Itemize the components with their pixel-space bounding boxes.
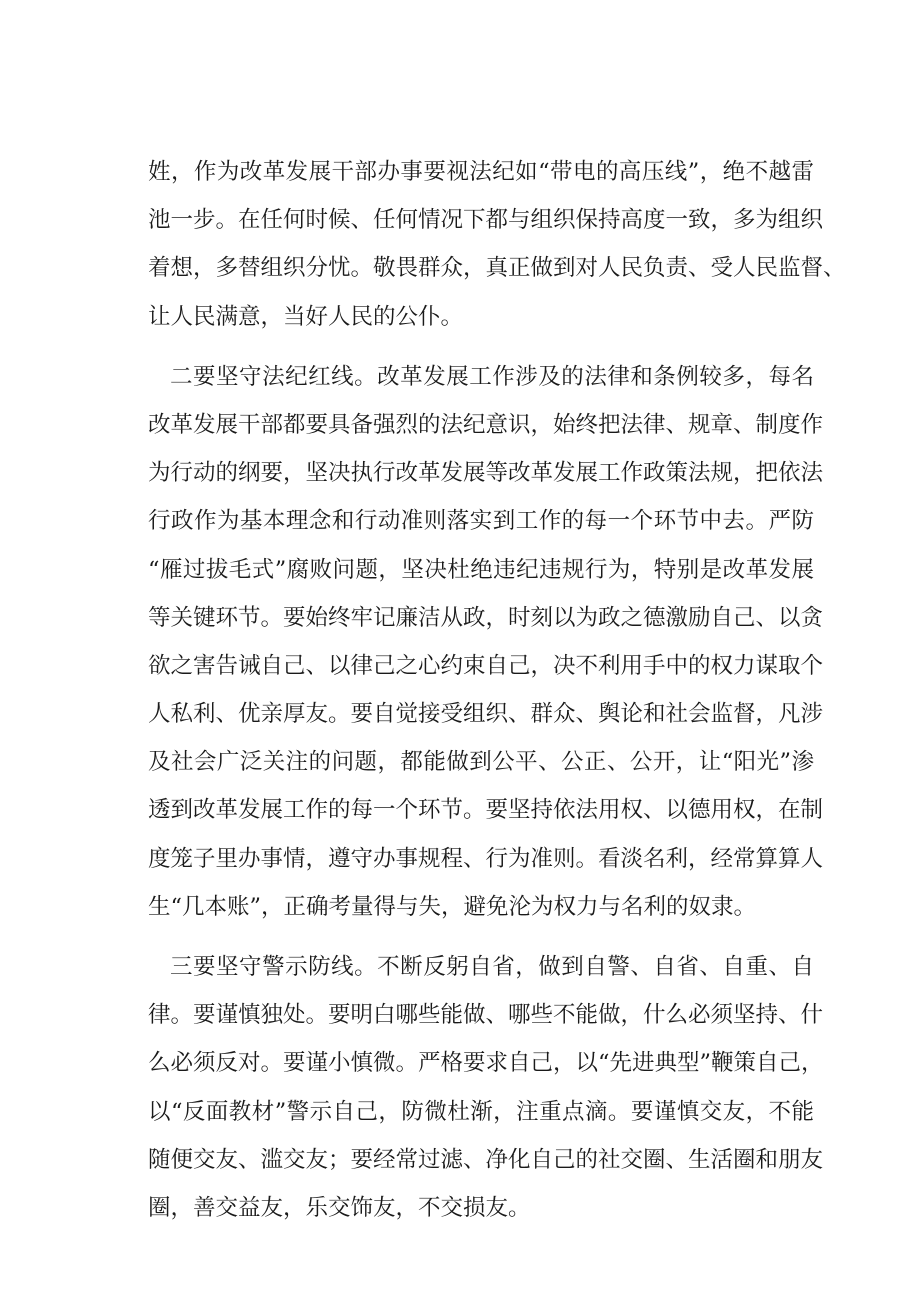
text-line: 人私利、优亲厚友。要自觉接受组织、群众、舆论和社会监督，凡涉 [148,701,824,728]
text-line: 生“几本账”，正确考量得与失，避免沦为权力与名利的奴隶。 [148,893,757,920]
text-line: 姓，作为改革发展干部办事要视法纪如“带电的高压线”，绝不越雷 [148,159,814,185]
text-line: 着想，多替组织分忧。敬畏群众，真正做到对人民负责、受人民监督、 [148,255,846,282]
text-line: 三要坚守警示防线。不断反躬自省，做到自警、自省、自重、自 [170,954,814,980]
text-line: 池一步。在任何时候、任何情况下都与组织保持高度一致，多为组织 [148,207,824,234]
text-line: 让人民满意，当好人民的公仆。 [148,303,464,330]
text-line: 二要坚守法纪红线。改革发展工作涉及的法律和条例较多，每名 [170,363,814,390]
document-body [148,148,846,1232]
text-line: 及社会广泛关注的问题，都能做到公平、公正、公开，让“阳光”渗 [148,749,814,776]
text-line: 圈，善交益友，乐交饰友，不交损友。 [148,1194,531,1221]
text-line: 等关键环节。要始终牢记廉洁从政，时刻以为政之德激励自己、以贪 [148,604,824,631]
paragraph [148,353,824,931]
text-line: 行政作为基本理念和行动准则落实到工作的每一个环节中去。严防 [148,508,814,535]
text-line: 么必须反对。要谨小慎微。严格要求自己，以“先进典型”鞭策自己， [148,1050,824,1077]
text-line: 欲之害告诫自己、以律己之心约束自己，决不利用手中的权力谋取个 [148,652,824,679]
text-line: 透到改革发展工作的每一个环节。要坚持依法用权、以德用权，在制 [148,797,824,824]
text-line: 度笼子里办事情，遵守办事规程、行为准则。看淡名利，经常算算人 [148,845,824,872]
text-line: “雁过拔毛式”腐败问题，坚决杜绝违纪违规行为，特别是改革发展 [148,556,814,583]
text-line: 以“反面教材”警示自己，防微杜渐，注重点滴。要谨慎交友，不能 [148,1098,814,1125]
text-line: 为行动的纲要，坚决执行改革发展等改革发展工作政策法规，把依法 [148,460,824,487]
text-line: 律。要谨慎独处。要明白哪些能做、哪些不能做，什么必须坚持、什 [148,1002,824,1029]
paragraph [148,943,824,1232]
text-line: 改革发展干部都要具备强烈的法纪意识，始终把法律、规章、制度作 [148,411,824,438]
paragraph [148,148,846,341]
text-line: 随便交友、滥交友；要经常过滤、净化自己的社交圈、生活圈和朋友 [148,1146,824,1173]
